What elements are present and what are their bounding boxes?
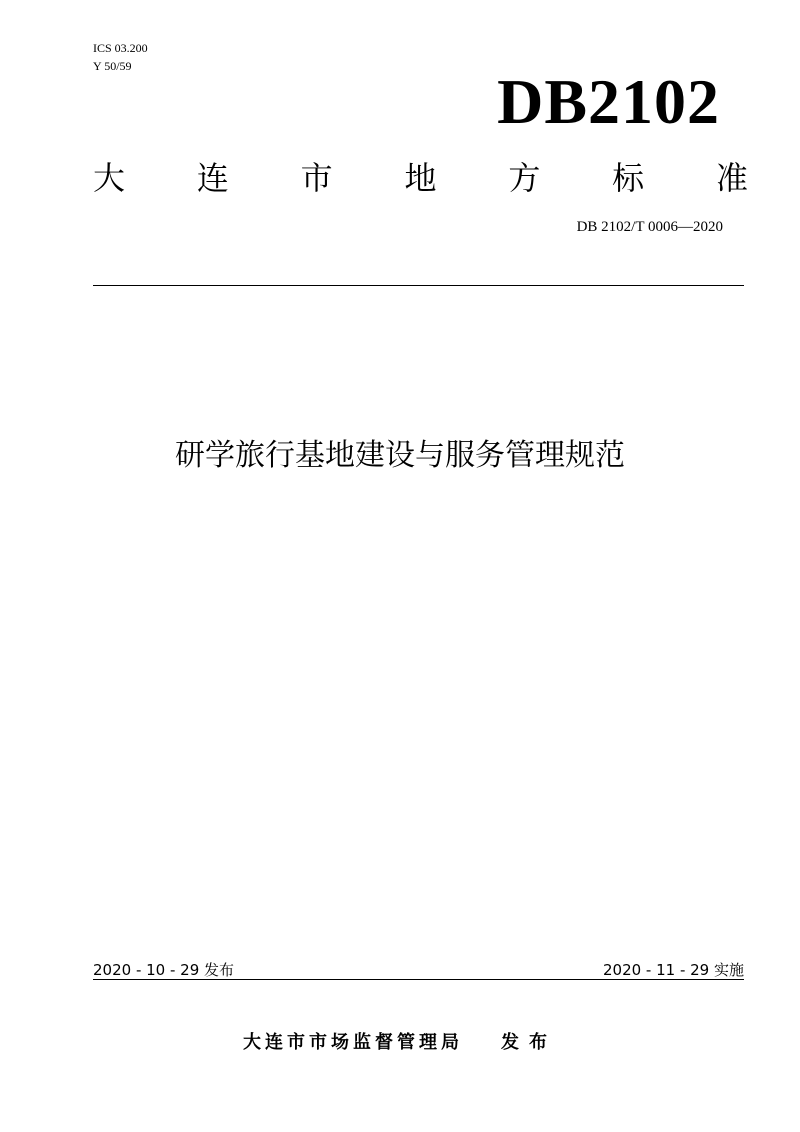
document-title: 研学旅行基地建设与服务管理规范 bbox=[175, 438, 625, 473]
release-date: 2020 - 10 - 29 发布 bbox=[93, 961, 235, 979]
standard-mark: DB2102 bbox=[497, 66, 720, 137]
publisher-line bbox=[0, 1030, 800, 1056]
classification-codes bbox=[93, 39, 148, 75]
header-divider bbox=[93, 285, 744, 286]
ics-code: ICS 03.200 bbox=[93, 41, 148, 55]
standard-type-heading bbox=[93, 154, 748, 198]
standard-type-char: 市 bbox=[300, 159, 333, 197]
standard-type-char: 地 bbox=[404, 159, 437, 197]
standard-number: DB 2102/T 0006—2020 bbox=[576, 219, 723, 235]
publisher-action: 发布 bbox=[501, 1032, 557, 1053]
ccs-code: Y 50/59 bbox=[93, 59, 132, 73]
implementation-date: 2020 - 11 - 29 实施 bbox=[602, 961, 744, 979]
footer-divider bbox=[93, 979, 744, 980]
standard-type-char: 连 bbox=[196, 159, 229, 197]
date-row bbox=[93, 958, 744, 980]
publisher-organization: 大连市市场监督管理局 bbox=[243, 1032, 463, 1053]
standard-type-char: 准 bbox=[715, 159, 748, 197]
standard-type-char: 方 bbox=[508, 159, 541, 197]
standard-type-char: 大 bbox=[93, 159, 126, 197]
standard-type-char: 标 bbox=[612, 159, 645, 197]
